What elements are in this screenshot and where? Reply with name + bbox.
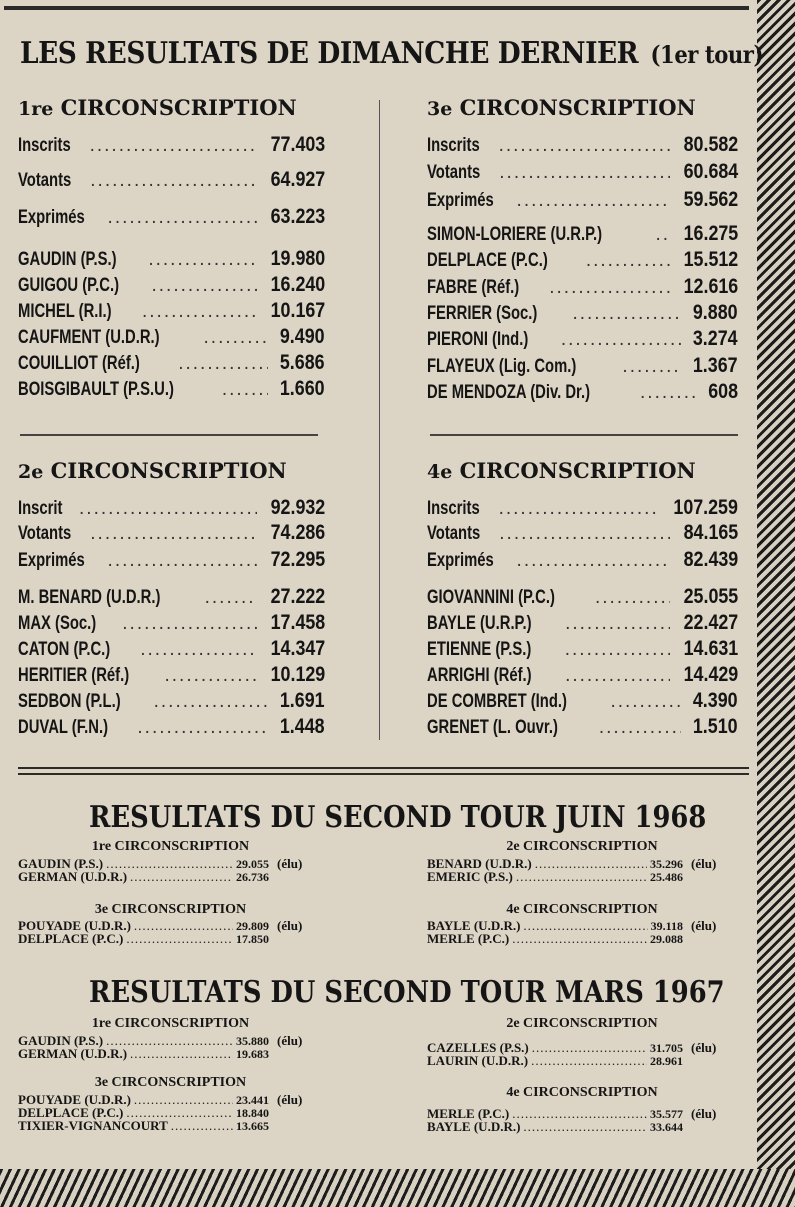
candidate-row: [427, 611, 738, 637]
candidate-name: CAUFMENT (U.D.R.): [18, 327, 160, 348]
dot-leader: [565, 665, 670, 687]
candidate-name: DE COMBRET (Ind.): [427, 691, 567, 712]
stat-label: Exprimés: [427, 190, 494, 211]
dot-leader: [549, 277, 670, 299]
candidate-name: CATON (P.C.): [18, 639, 111, 660]
dot-leader: [140, 639, 257, 661]
candidate-row: [18, 1046, 323, 1062]
candidate-votes: 35.577: [650, 1107, 683, 1121]
circonscription-heading: 1re CIRCONSCRIPTION: [91, 1016, 250, 1031]
section-rule: [18, 773, 749, 775]
candidate-name: POUYADE (U.D.R.): [18, 1092, 131, 1107]
hatched-border-bottom: [0, 1169, 795, 1207]
candidate-name: PIERONI (Ind.): [427, 329, 529, 350]
candidate-row: [18, 611, 325, 637]
candidate-name: MERLE (P.C.): [427, 1106, 510, 1121]
column-divider: [379, 100, 380, 740]
second-round-1968-title: RESULTATS DU SECOND TOUR JUIN 1968: [89, 800, 707, 835]
candidate-votes: 19.980: [270, 247, 325, 270]
candidate-votes: 1.660: [280, 377, 325, 400]
circonscription-label: CIRCONSCRIPTION: [60, 95, 297, 120]
candidate-name: FABRE (Réf.): [427, 277, 520, 298]
candidate-votes: 15.512: [683, 248, 738, 271]
candidate-votes: 26.736: [236, 870, 269, 884]
elected-mark: (élu): [277, 918, 303, 933]
stat-row: [427, 160, 738, 186]
stat-row: [18, 521, 325, 547]
stat-row: [427, 548, 738, 574]
dot-leader: [499, 498, 658, 520]
candidate-name: GAUDIN (P.S.): [18, 249, 117, 270]
stat-value: 63.223: [270, 205, 325, 228]
circonscription-heading: 3e CIRCONSCRIPTION: [94, 902, 247, 917]
candidate-name: ETIENNE (P.S.): [427, 639, 532, 660]
candidate-votes: 608: [708, 380, 738, 403]
elected-mark: (élu): [277, 856, 303, 871]
stat-row: [427, 188, 738, 214]
candidate-votes: 16.275: [683, 222, 738, 245]
candidate-votes: 14.631: [683, 637, 738, 660]
candidate-row: [18, 351, 325, 377]
stat-value: 59.562: [683, 188, 738, 211]
candidate-row: [18, 637, 325, 663]
candidate-votes: 17.850: [236, 932, 269, 946]
candidate-name: DELPLACE (P.C.): [18, 1105, 124, 1120]
circonscription-heading: 4e CIRCONSCRIPTION: [506, 902, 658, 917]
candidate-name: GRENET (L. Ouvr.): [427, 717, 558, 738]
top-rule: [4, 6, 749, 10]
dot-leader: [499, 162, 670, 184]
dot-leader: [516, 869, 647, 885]
separator-left: [20, 434, 318, 436]
candidate-name: CAZELLES (P.S.): [427, 1040, 529, 1055]
candidate-name: MICHEL (R.I.): [18, 301, 112, 322]
candidate-votes: 9.490: [280, 325, 325, 348]
title-sub: (1er tour): [650, 40, 764, 69]
dot-leader: [90, 170, 257, 192]
candidate-votes: 22.427: [683, 611, 738, 634]
candidate-name: DUVAL (F.N.): [18, 717, 109, 738]
candidate-votes: 35.880: [236, 1034, 269, 1048]
circonscription-heading: 1re CIRCONSCRIPTION: [91, 839, 250, 854]
dot-leader: [656, 224, 670, 246]
candidate-row: [427, 585, 738, 611]
candidate-name: DELPLACE (P.C.): [18, 931, 124, 946]
candidate-name: FLAYEUX (Lig. Com.): [427, 356, 577, 377]
candidate-votes: 19.683: [236, 1047, 269, 1061]
elected-mark: (élu): [277, 1033, 303, 1048]
candidate-name: BAYLE (U.D.R.): [427, 1119, 521, 1134]
candidate-votes: 1.367: [693, 354, 738, 377]
candidate-name: GUIGOU (P.C.): [18, 275, 120, 296]
circonscription-label: CIRCONSCRIPTION: [459, 458, 696, 483]
dot-leader: [586, 250, 670, 272]
candidate-votes: 16.240: [270, 273, 325, 296]
stat-row: [18, 205, 325, 231]
dot-leader: [165, 665, 257, 687]
stat-row: [427, 496, 738, 522]
circonscription-heading: 4e CIRCONSCRIPTION: [506, 1085, 658, 1100]
hatched-border-right: [757, 0, 795, 1207]
stat-value: 82.439: [683, 548, 738, 571]
candidate-votes: 14.347: [270, 637, 325, 660]
candidate-name: M. BENARD (U.D.R.): [18, 587, 161, 608]
circonscription-number: 1re: [18, 98, 54, 120]
candidate-name: GAUDIN (P.S.): [18, 1033, 104, 1048]
candidate-row: [18, 869, 323, 885]
stat-row: [18, 496, 325, 522]
candidate-row: [427, 301, 738, 327]
candidate-name: FERRIER (Soc.): [427, 303, 538, 324]
stat-label: Exprimés: [427, 550, 494, 571]
stat-row: [18, 133, 325, 159]
candidate-row: [18, 377, 325, 403]
dot-leader: [148, 249, 256, 271]
dot-leader: [142, 301, 257, 323]
candidate-name: COUILLIOT (Réf.): [18, 353, 140, 374]
candidate-name: MERLE (P.C.): [427, 931, 510, 946]
candidate-votes: 29.088: [650, 932, 683, 946]
candidate-votes: 29.055: [236, 857, 269, 871]
candidate-row: [427, 275, 738, 301]
candidate-votes: 10.129: [270, 663, 325, 686]
dot-leader: [108, 550, 257, 572]
candidate-votes: 9.880: [693, 301, 738, 324]
candidate-name: EMERIC (P.S.): [427, 869, 513, 884]
candidate-name: ARRIGHI (Réf.): [427, 665, 532, 686]
dot-leader: [599, 717, 682, 739]
elected-mark: (élu): [691, 1040, 717, 1055]
dot-leader: [79, 498, 257, 520]
candidate-name: HERITIER (Réf.): [18, 665, 130, 686]
circonscription-number: 4e: [427, 461, 453, 483]
stat-value: 107.259: [673, 496, 738, 519]
stat-label: Votants: [18, 523, 72, 544]
candidate-votes: 27.222: [270, 585, 325, 608]
candidate-name: DE MENDOZA (Div. Dr.): [427, 382, 591, 403]
candidate-votes: 25.486: [650, 870, 683, 884]
dot-leader: [137, 717, 268, 739]
dot-leader: [205, 587, 257, 609]
candidate-votes: 39.118: [650, 919, 683, 933]
candidate-votes: 23.441: [236, 1093, 269, 1107]
candidate-name: BAYLE (U.R.P.): [427, 613, 532, 634]
stat-label: Inscrits: [427, 135, 480, 156]
stat-label: Inscrits: [18, 135, 71, 156]
candidate-row: [18, 1118, 323, 1134]
candidate-name: BAYLE (U.D.R.): [427, 918, 521, 933]
candidate-votes: 3.274: [693, 327, 738, 350]
dot-leader: [90, 135, 257, 157]
candidate-row: [427, 354, 738, 380]
candidate-votes: 17.458: [270, 611, 325, 634]
dot-leader: [610, 691, 681, 713]
dot-leader: [126, 931, 233, 947]
candidate-votes: 10.167: [270, 299, 325, 322]
circonscription-label: CIRCONSCRIPTION: [459, 95, 696, 120]
dot-leader: [517, 550, 670, 572]
candidate-name: GERMAN (U.D.R.): [18, 1046, 128, 1061]
candidate-row: [427, 689, 738, 715]
dot-leader: [108, 207, 257, 229]
candidate-row: [427, 1053, 737, 1069]
stat-label: Exprimés: [18, 550, 85, 571]
stat-label: Inscrits: [427, 498, 480, 519]
candidate-votes: 31.705: [650, 1041, 683, 1055]
stat-value: 74.286: [270, 521, 325, 544]
candidate-votes: 5.686: [280, 351, 325, 374]
elected-mark: (élu): [691, 856, 717, 871]
section-rule: [18, 767, 749, 769]
candidate-row: [427, 663, 738, 689]
stat-value: 92.932: [270, 496, 325, 519]
stat-label: Votants: [18, 170, 72, 191]
candidate-row: [18, 247, 325, 273]
dot-leader: [222, 379, 269, 401]
circonscription-heading: [427, 458, 696, 483]
dot-leader: [640, 382, 699, 404]
candidate-votes: 4.390: [693, 689, 738, 712]
candidate-row: [18, 715, 325, 741]
circonscription-heading: 2e CIRCONSCRIPTION: [506, 839, 658, 854]
candidate-votes: 13.665: [236, 1119, 269, 1133]
stat-row: [18, 548, 325, 574]
dot-leader: [499, 135, 670, 157]
candidate-name: BOISGIBAULT (P.S.U.): [18, 379, 174, 400]
dot-leader: [565, 639, 670, 661]
candidate-votes: 25.055: [683, 585, 738, 608]
dot-leader: [130, 869, 233, 885]
candidate-name: TIXIER-VIGNANCOURT: [18, 1118, 168, 1133]
separator-right: [430, 434, 738, 436]
candidate-name: GERMAN (U.D.R.): [18, 869, 128, 884]
dot-leader: [90, 523, 257, 545]
candidate-votes: 33.644: [650, 1120, 683, 1134]
dot-leader: [523, 1119, 647, 1135]
candidate-row: [427, 1119, 737, 1135]
dot-leader: [499, 523, 670, 545]
candidate-row: [427, 327, 738, 353]
elected-mark: (élu): [691, 1106, 717, 1121]
candidate-votes: 1.691: [280, 689, 325, 712]
candidate-row: [427, 248, 738, 274]
dot-leader: [152, 275, 257, 297]
circonscription-heading: 3e CIRCONSCRIPTION: [94, 1075, 247, 1090]
candidate-name: SIMON-LORIERE (U.R.P.): [427, 224, 603, 245]
elected-mark: (élu): [277, 1092, 303, 1107]
candidate-name: DELPLACE (P.C.): [427, 250, 548, 271]
candidate-row: [427, 222, 738, 248]
stat-value: 80.582: [683, 133, 738, 156]
dot-leader: [517, 190, 670, 212]
candidate-name: LAURIN (U.D.R.): [427, 1053, 529, 1068]
stat-value: 72.295: [270, 548, 325, 571]
circonscription-heading: [18, 458, 287, 483]
candidate-votes: 28.961: [650, 1054, 683, 1068]
circonscription-heading: [18, 95, 297, 120]
stat-row: [427, 133, 738, 159]
candidate-row: [18, 689, 325, 715]
dot-leader: [204, 327, 269, 349]
stat-label: Inscrit: [18, 498, 63, 519]
stat-label: Votants: [427, 162, 481, 183]
circonscription-number: 3e: [427, 98, 453, 120]
candidate-votes: 12.616: [683, 275, 738, 298]
title-main: LES RESULTATS DE DIMANCHE DERNIER: [20, 36, 639, 71]
candidate-name: GIOVANNINI (P.C.): [427, 587, 555, 608]
candidate-row: [18, 299, 325, 325]
candidate-votes: 1.510: [693, 715, 738, 738]
circonscription-label: CIRCONSCRIPTION: [50, 458, 287, 483]
circonscription-heading: [427, 95, 696, 120]
dot-leader: [154, 691, 269, 713]
dot-leader: [565, 613, 670, 635]
page-title: [20, 36, 764, 71]
stat-row: [427, 521, 738, 547]
dot-leader: [622, 356, 681, 378]
elected-mark: (élu): [691, 918, 717, 933]
circonscription-heading: 2e CIRCONSCRIPTION: [506, 1016, 658, 1031]
candidate-row: [427, 715, 738, 741]
dot-leader: [178, 353, 268, 375]
candidate-row: [18, 931, 323, 947]
stat-label: Exprimés: [18, 207, 85, 228]
dot-leader: [595, 587, 670, 609]
candidate-votes: 1.448: [280, 715, 325, 738]
candidate-name: GAUDIN (P.S.): [18, 856, 104, 871]
stat-value: 84.165: [683, 521, 738, 544]
dot-leader: [122, 613, 256, 635]
stat-value: 64.927: [270, 168, 325, 191]
candidate-row: [18, 663, 325, 689]
dot-leader: [561, 329, 682, 351]
candidate-name: SEDBON (P.L.): [18, 691, 121, 712]
candidate-name: BENARD (U.D.R.): [427, 856, 532, 871]
dot-leader: [531, 1053, 647, 1069]
candidate-row: [427, 380, 738, 406]
dot-leader: [130, 1046, 233, 1062]
candidate-votes: 29.809: [236, 919, 269, 933]
candidate-votes: 18.840: [236, 1106, 269, 1120]
dot-leader: [171, 1118, 233, 1134]
candidate-name: MAX (Soc.): [18, 613, 97, 634]
second-round-1967-title: RESULTATS DU SECOND TOUR MARS 1967: [89, 975, 725, 1010]
candidate-row: [18, 585, 325, 611]
circonscription-number: 2e: [18, 461, 44, 483]
candidate-row: [427, 869, 737, 885]
stat-value: 60.684: [683, 160, 738, 183]
candidate-row: [18, 325, 325, 351]
dot-leader: [512, 931, 647, 947]
candidate-votes: 35.296: [650, 857, 683, 871]
candidate-row: [427, 931, 737, 947]
stat-value: 77.403: [270, 133, 325, 156]
stat-row: [18, 168, 325, 194]
stat-label: Votants: [427, 523, 481, 544]
candidate-name: POUYADE (U.D.R.): [18, 918, 131, 933]
candidate-row: [427, 637, 738, 663]
dot-leader: [572, 303, 681, 325]
candidate-votes: 14.429: [683, 663, 738, 686]
candidate-row: [18, 273, 325, 299]
